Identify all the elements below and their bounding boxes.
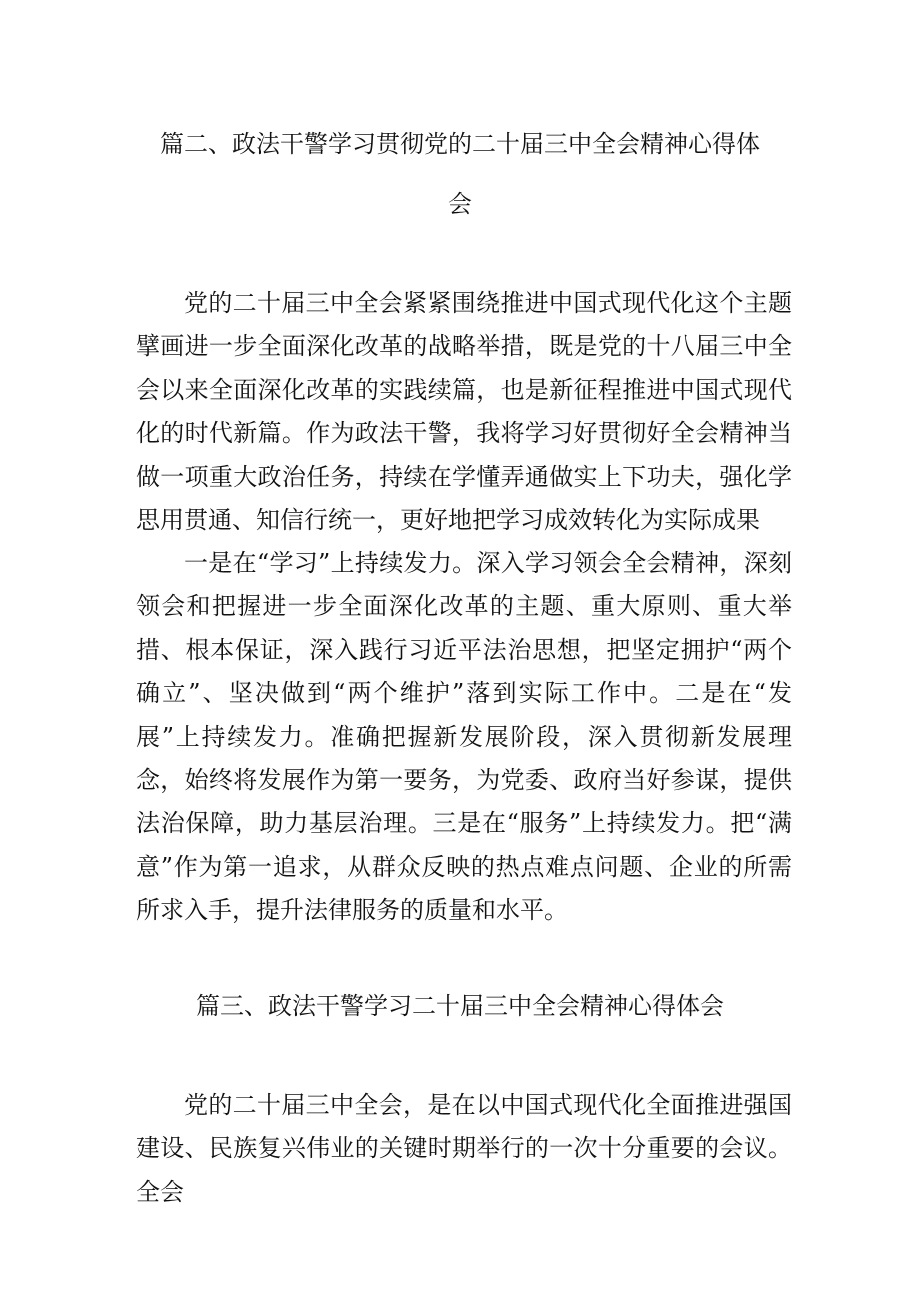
section2-paragraph-2: 一是在“学习”上持续发力。深入学习领会全会精神，深刻领会和把握进一步全面深化改革的主题、重大原则、重大举措、根本保证，深入践行习近平法治思想，把坚定拥护“两个确立”、坚决做到“两个维护”落到实际工作中。二是在“发展”上持续发力。准确把握新发展阶段，深入贯彻新发展理念，始终将发展作为第一要务，为党委、政府当好参谋，提供法治保障，助力基层治理。三是在“服务”上持续发力。把“满意”作为第一追求，从群众反映的热点难点问题、企业的所需所求入手，提升法律服务的质量和水平。 [136,549,792,925]
section3-title: 篇三、政法干警学习二十届三中全会精神心得体会 [196,992,724,1020]
section2-title-line1: 篇二、政法干警学习贯彻党的二十届三中全会精神心得体 [160,130,760,158]
section3-paragraph-1: 党的二十届三中全会，是在以中国式现代化全面推进强国建设、民族复兴伟业的关键时期举行的一次十分重要的会议。全会 [136,1091,792,1206]
section2-title-line2: 会 [448,190,472,218]
section2-paragraph-1: 党的二十届三中全会紧紧围绕推进中国式现代化这个主题擘画进一步全面深化改革的战略举措，既是党的十八届三中全会以来全面深化改革的实践续篇，也是新征程推进中国式现代化的时代新篇。作为政法干警，我将学习好贯彻好全会精神当做一项重大政治任务，持续在学懂弄通做实上下功夫，强化学思用贯通、知信行统一，更好地把学习成效转化为实际成果 [136,289,792,535]
